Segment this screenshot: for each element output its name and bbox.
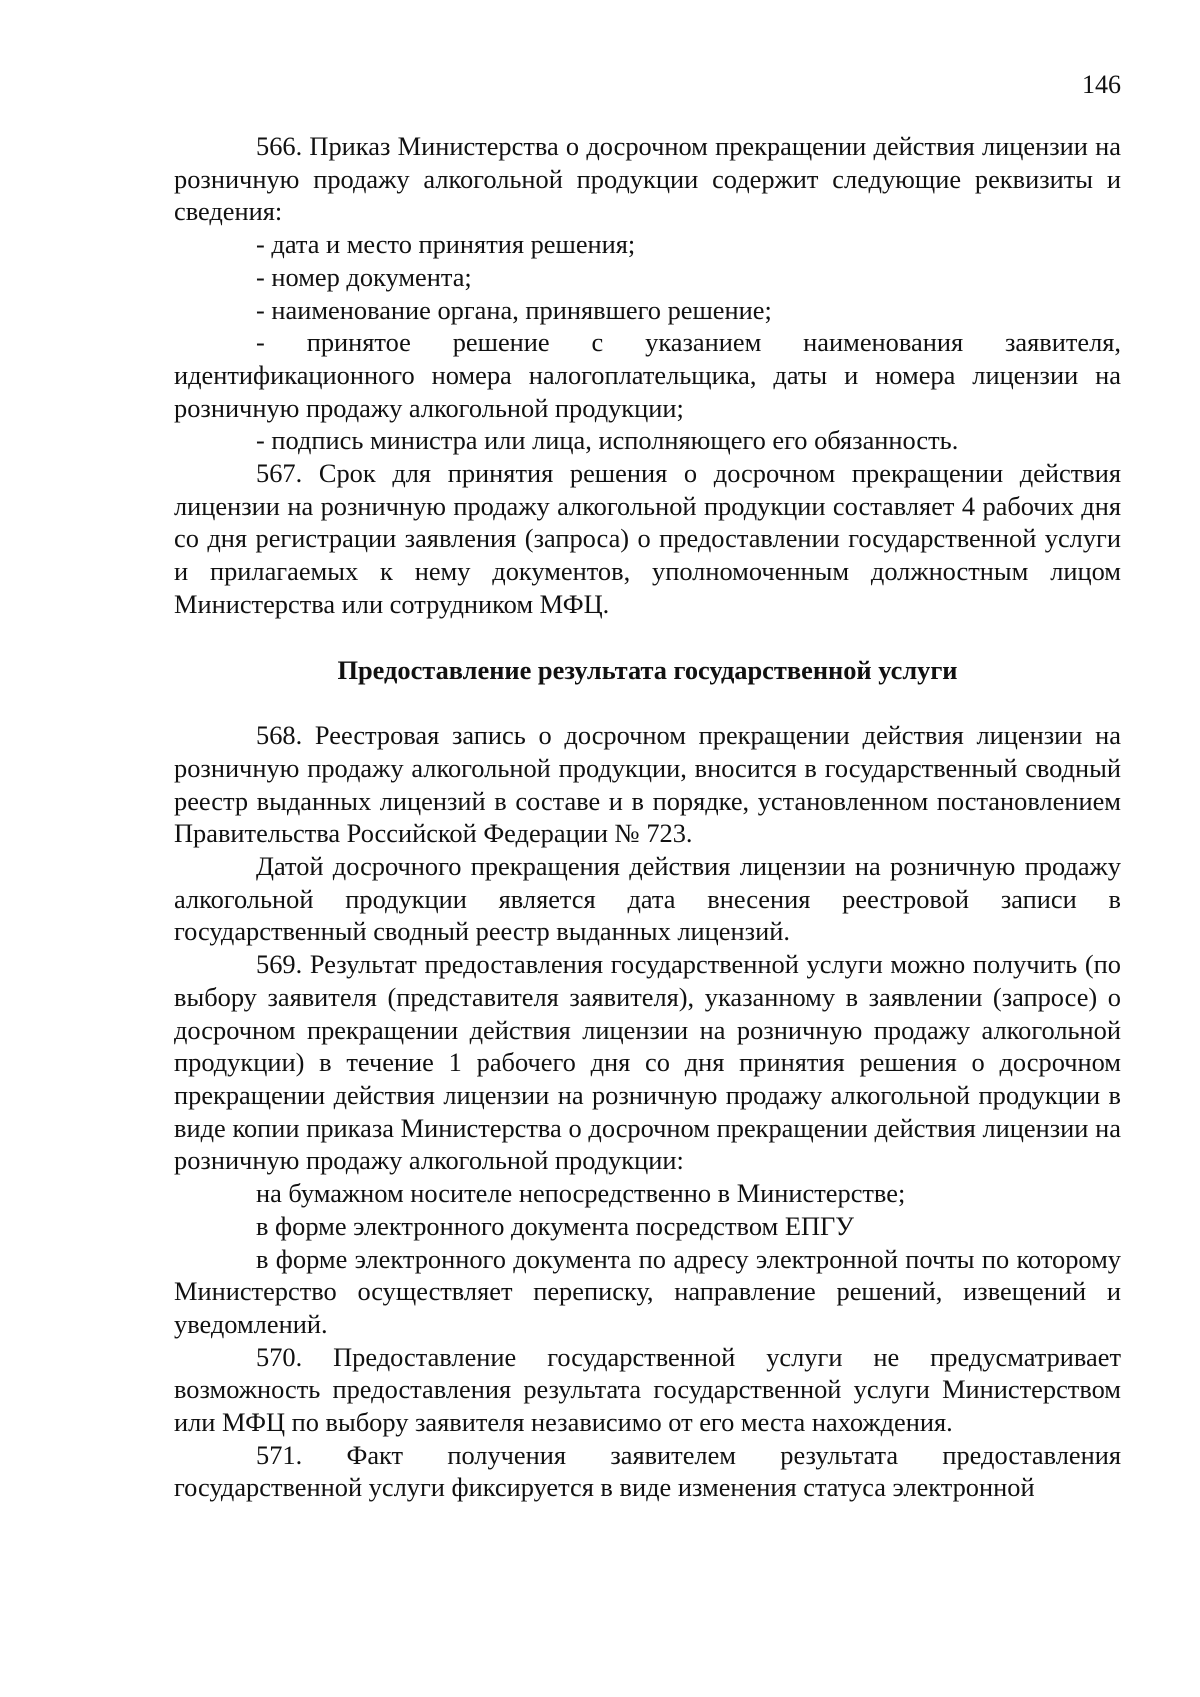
paragraph-571: 571. Факт получения заявителем результата предоставления государственной услуги фиксируется в виде изменения статуса электронной	[174, 1439, 1121, 1503]
list-item-signature: - подпись министра или лица, исполняющего его обязанность.	[256, 425, 959, 456]
paragraph-569: 569. Результат предоставления государственной услуги можно получить (по выбору заявителя (представителя заявителя), указанному в заявлении (запросе) о досрочном прекращении действия лицензии на розничную продажу алкогольной продукции) в течение 1 рабочего дня со дня принятия решения о досрочном прекращении действия лицензии на розничную продажу алкогольной продукции в виде копии приказа Министерства о досрочном прекращении действия лицензии на розничную продажу алкогольной продукции:	[174, 949, 1121, 1176]
paragraph-termination-date: Датой досрочного прекращения действия лицензии на розничную продажу алкогольной продукции является дата внесения реестровой записи в государственный сводный реестр выданных лицензий.	[174, 851, 1121, 947]
paragraph-567: 567. Срок для принятия решения о досрочном прекращении действия лицензии на розничную продажу алкогольной продукции составляет 4 рабочих дня со дня регистрации заявления (запроса) о предоставлении государственной услуги и прилагаемых к нему документов, уполномоченным должностным лицом Министерства или сотрудником МФЦ.	[174, 458, 1121, 619]
page-number: 146	[1082, 70, 1121, 99]
list-item-document-number: - номер документа;	[256, 261, 472, 292]
list-item-decision: - принятое решение с указанием наименования заявителя, идентификационного номера налогоплательщика, даты и номера лицензии на розничную продажу алкогольной продукции;	[174, 327, 1121, 423]
paragraph-566: 566. Приказ Министерства о досрочном прекращении действия лицензии на розничную продажу алкогольной продукции содержит следующие реквизиты и сведения:	[174, 131, 1121, 227]
list-item-paper: на бумажном носителе непосредственно в Министерстве;	[256, 1178, 906, 1209]
list-item-email: в форме электронного документа по адресу электронной почты по которому Министерство осуществляет переписку, направление решений, извещений и уведомлений.	[174, 1243, 1121, 1339]
section-title: Предоставление результата государственной услуги	[337, 654, 958, 685]
list-item-date-place: - дата и место принятия решения;	[256, 229, 636, 260]
paragraph-568: 568. Реестровая запись о досрочном прекращении действия лицензии на розничную продажу алкогольной продукции, вносится в государственный сводный реестр выданных лицензий в составе и в порядке, установленном постановлением Правительства Российской Федерации № 723.	[174, 720, 1121, 849]
list-item-epgu: в форме электронного документа посредством ЕПГУ	[256, 1210, 854, 1241]
document-body	[174, 130, 1121, 1504]
list-item-authority-name: - наименование органа, принявшего решение;	[256, 294, 772, 325]
paragraph-570: 570. Предоставление государственной услуги не предусматривает возможность предоставления результата государственной услуги Министерством или МФЦ по выбору заявителя независимо от его места нахождения.	[174, 1341, 1121, 1438]
